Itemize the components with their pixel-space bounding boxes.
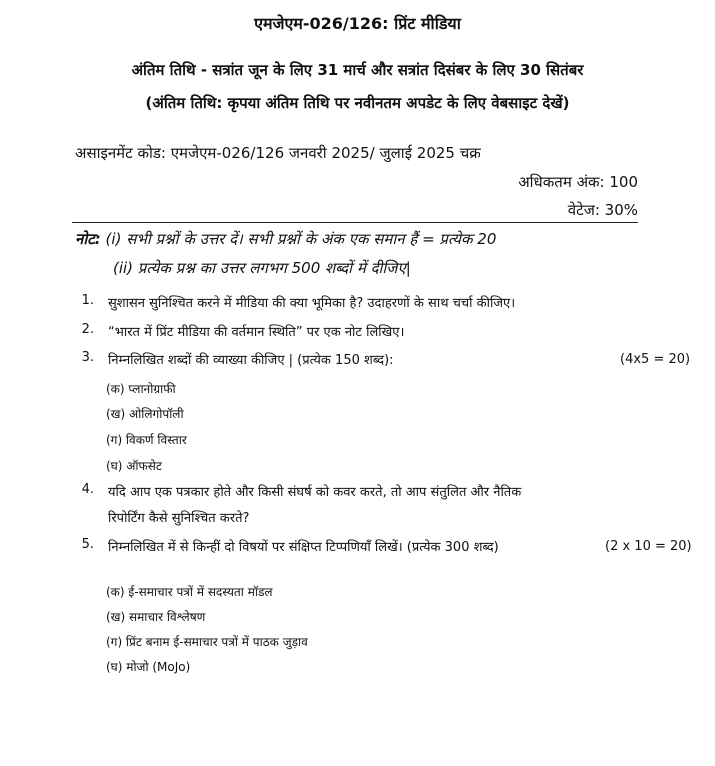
assignment-code: असाइनमेंट कोड: एमजेएम-026/126 जनवरी 2025/ जुलाई 2025 चक्र bbox=[75, 144, 481, 162]
question-text: यदि आप एक पत्रकार होते और किसी संघर्ष को कवर करते, तो आप संतुलित और नैतिक bbox=[108, 485, 522, 500]
question-number: 2. bbox=[81, 322, 94, 337]
sub-item: (घ) ऑफसेट bbox=[106, 459, 162, 473]
question-3-marks: (4x5 = 20) bbox=[620, 352, 691, 367]
question-text: निम्नलिखित में से किन्हीं दो विषयों पर संक्षिप्त टिप्पणियाँ लिखें। (प्रत्येक 300 शब्द) bbox=[108, 540, 499, 555]
note-line-1 bbox=[75, 229, 496, 249]
divider-line bbox=[72, 222, 638, 223]
sub-item: (ख) ओलिगोपॉली bbox=[106, 407, 184, 421]
question-number: 4. bbox=[81, 482, 94, 497]
max-marks: अधिकतम अंक: 100 bbox=[518, 173, 638, 191]
sub-item: (ग) प्रिंट बनाम ई-समाचार पत्रों में पाठक जुड़ाव bbox=[106, 635, 308, 649]
question-number: 5. bbox=[81, 537, 94, 552]
sub-item: (क) प्लानोग्राफी bbox=[106, 382, 176, 396]
question-5-marks: (2 x 10 = 20) bbox=[605, 539, 692, 554]
sub-item: (ख) समाचार विश्लेषण bbox=[106, 610, 206, 624]
note-line-2: (ii) प्रत्येक प्रश्न का उत्तर लगभग 500 शब्दों में दीजिए| bbox=[113, 259, 411, 277]
question-4-continued: रिपोर्टिंग कैसे सुनिश्चित करते? bbox=[108, 511, 250, 526]
deadline-line: अंतिम तिथि - सत्रांत जून के लिए 31 मार्च और सत्रांत दिसंबर के लिए 30 सितंबर bbox=[131, 61, 584, 79]
sub-item: (ग) विकर्ण विस्तार bbox=[106, 433, 187, 447]
weightage: वेटेज: 30% bbox=[567, 201, 638, 219]
sub-item: (घ) मोजो (MoJo) bbox=[106, 660, 191, 674]
question-number: 3. bbox=[81, 350, 94, 365]
sub-item: (क) ई-समाचार पत्रों में सदस्यता मॉडल bbox=[106, 585, 273, 599]
question-number: 1. bbox=[81, 293, 94, 308]
note-text-1: (i) सभी प्रश्नों के उत्तर दें। सभी प्रश्नों के अंक एक समान हैं = प्रत्येक 20 bbox=[100, 230, 497, 248]
question-text: “भारत में प्रिंट मीडिया की वर्तमान स्थिति” पर एक नोट लिखिए। bbox=[108, 325, 405, 340]
question-text: सुशासन सुनिश्चित करने में मीडिया की क्या भूमिका है? उदाहरणों के साथ चर्चा कीजिए। bbox=[108, 296, 516, 311]
deadline-note: (अंतिम तिथि: कृपया अंतिम तिथि पर नवीनतम अपडेट के लिए वेबसाइट देखें) bbox=[145, 94, 570, 112]
note-label: नोट: bbox=[75, 230, 101, 248]
question-text: निम्नलिखित शब्दों की व्याख्या कीजिए | (प्रत्येक 150 शब्द): bbox=[108, 353, 394, 368]
document-title: एमजेएम-026/126: प्रिंट मीडिया bbox=[254, 14, 461, 33]
